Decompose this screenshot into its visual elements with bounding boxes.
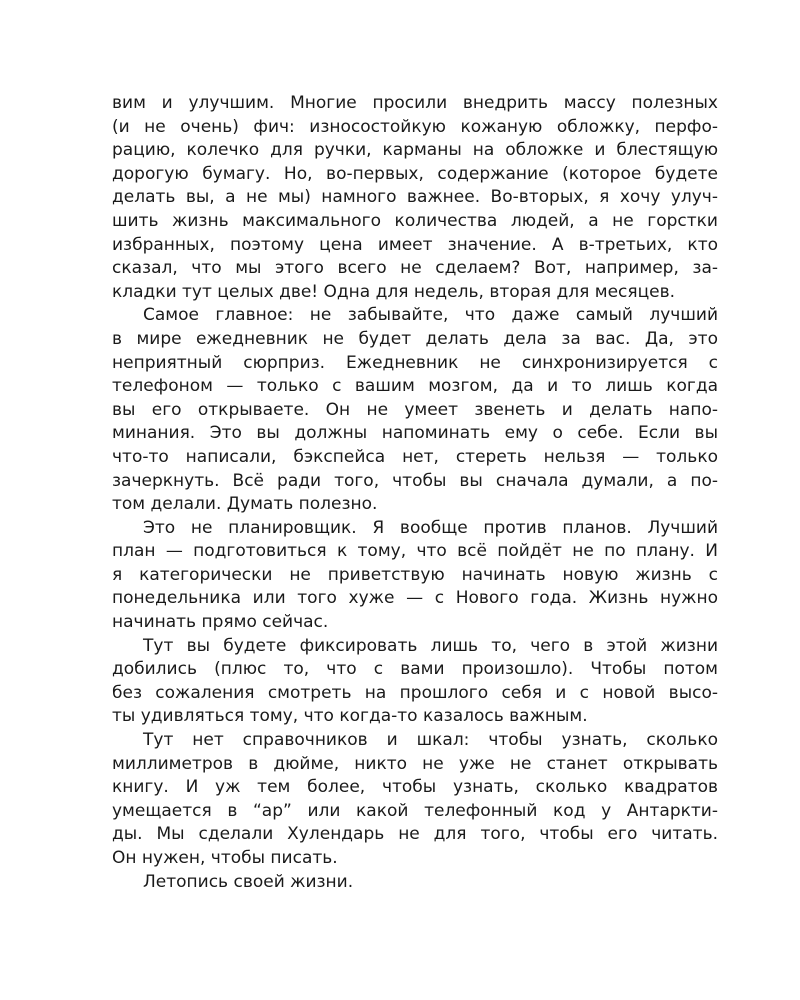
text-line: миллиметров в дюйме, никто не уже не станет открывать <box>112 753 718 774</box>
text-line: неприятный сюрприз. Ежедневник не синхронизируется с <box>112 352 718 373</box>
text-line: вы его открываете. Он не умеет звенеть и делать напо- <box>112 399 718 420</box>
text-line: начинать прямо сейчас. <box>112 612 329 633</box>
text-line: телефоном — только с вашим мозгом, да и то лишь когда <box>112 376 718 397</box>
paragraph <box>112 729 718 871</box>
text-line: добились (плюс то, что с вами произошло). Чтобы потом <box>112 659 718 680</box>
text-line: что-то написали, бэкспейса нет, стереть нельзя — только <box>112 446 718 467</box>
paragraph <box>112 92 718 304</box>
text-line: сказал, что мы этого всего не сделаем? Вот, например, за- <box>112 258 718 279</box>
text-line: делать вы, а не мы) намного важнее. Во-вторых, я хочу улуч- <box>112 187 718 208</box>
text-line: план — подготовиться к тому, что всё пойдёт не по плану. И <box>112 541 718 562</box>
text-line: кладки тут целых две! Одна для недель, вторая для месяцев. <box>112 281 676 302</box>
text-line: умещается в “ар” или какой телефонный код у Антаркти- <box>112 800 718 821</box>
text-line: я категорически не приветствую начинать новую жизнь с <box>112 564 718 585</box>
text-line: Тут вы будете фиксировать лишь то, чего в этой жизни <box>143 635 718 656</box>
text-line: Самое главное: не забывайте, что даже самый лучший <box>143 305 718 326</box>
paragraph <box>112 304 718 516</box>
text-line: вим и улучшим. Многие просили внедрить массу полезных <box>112 93 718 113</box>
text-line: книгу. И уж тем более, чтобы узнать, сколько квадратов <box>112 777 718 798</box>
text-line: Тут нет справочников и шкал: чтобы узнать, сколько <box>143 730 718 751</box>
text-line: в мире ежедневник не будет делать дела за вас. Да, это <box>112 328 718 349</box>
text-line: ды. Мы сделали Хулендарь не для того, чтобы его читать. <box>112 824 718 845</box>
book-page-text <box>112 92 718 894</box>
paragraph <box>112 517 718 635</box>
text-line: дорогую бумагу. Но, во-первых, содержание (которое будете <box>112 163 718 184</box>
text-line: минания. Это вы должны напоминать ему о себе. Если вы <box>112 423 718 444</box>
text-line: (и не очень) фич: износостойкую кожаную обложку, перфо- <box>112 116 718 137</box>
text-line: рацию, колечко для ручки, карманы на обложке и блестящую <box>112 140 718 161</box>
text-line: без сожаления смотреть на прошлого себя и с новой высо- <box>112 682 718 703</box>
text-line: ты удивляться тому, что когда-то казалось важным. <box>112 706 588 727</box>
text-line: избранных, поэтому цена имеет значение. А в-третьих, кто <box>112 234 718 255</box>
paragraph <box>112 635 718 729</box>
paragraph <box>112 871 718 895</box>
text-line: зачеркнуть. Всё ради того, чтобы вы сначала думали, а по- <box>112 470 718 491</box>
text-line: понедельника или того хуже — с Нового года. Жизнь нужно <box>112 588 718 609</box>
text-line: Летопись своей жизни. <box>143 871 354 892</box>
text-line: шить жизнь максимального количества людей, а не горстки <box>112 210 718 231</box>
text-line: том делали. Думать полезно. <box>112 494 378 515</box>
text-line: Он нужен, чтобы писать. <box>112 848 338 868</box>
text-line: Это не планировщик. Я вообще против планов. Лучший <box>143 517 718 538</box>
